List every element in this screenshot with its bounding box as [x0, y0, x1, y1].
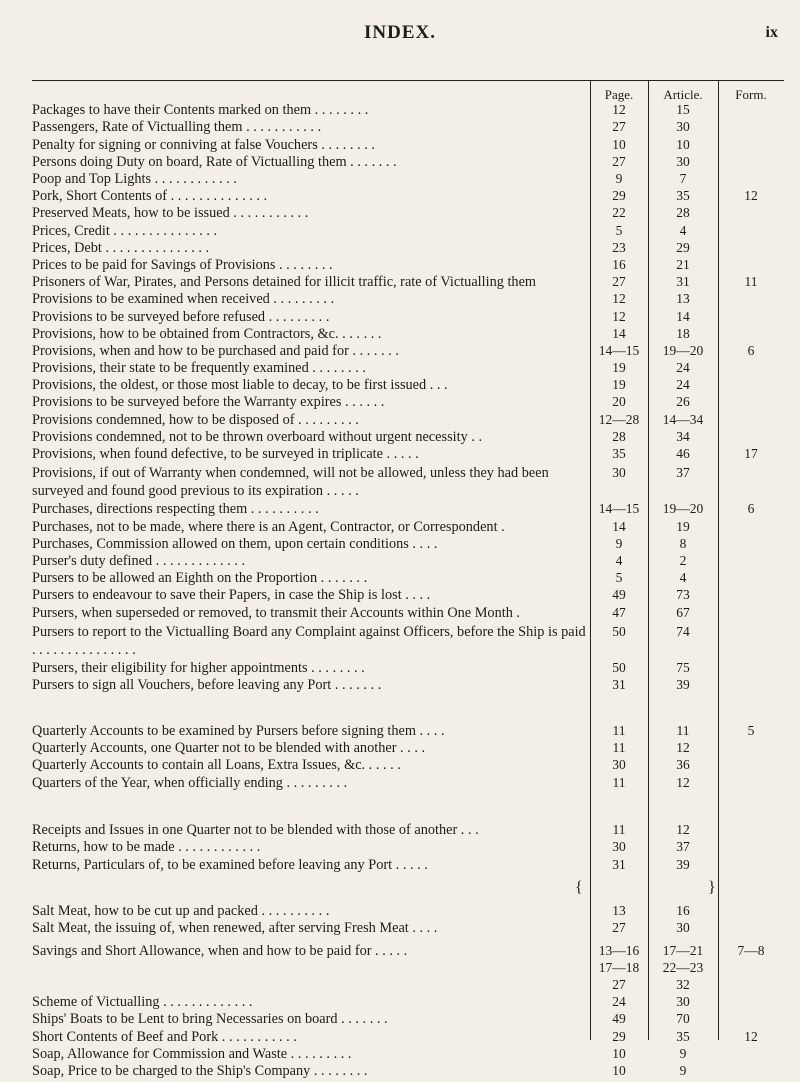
entry-article: 21 [676, 257, 690, 272]
entry-article: 4 [679, 223, 687, 238]
entry-page: 11 [612, 723, 626, 738]
entry-page: 12 [612, 102, 626, 117]
index-entry [0, 774, 800, 794]
entry-form: 6 [747, 343, 755, 358]
entry-article: 30 [676, 920, 690, 935]
entry-article: 37 [676, 839, 690, 854]
entry-page: 30 [612, 757, 626, 772]
entry-page: 28 [612, 429, 626, 444]
entry-page: 12 [612, 291, 626, 306]
entry-text: Provisions, when and how to be purchased and paid for . . . . . . . [32, 343, 399, 359]
entry-text: Savings and Short Allowance, when and how to be paid for . . . . . [32, 943, 408, 959]
entry-page: 10 [612, 1063, 626, 1078]
entry-text: Prices to be paid for Savings of Provisions . . . . . . . . [32, 257, 333, 273]
entry-article: 12 [676, 775, 690, 790]
entry-text: Provisions, the oldest, or those most liable to decay, to be first issued . . . [32, 377, 448, 393]
entry-form: 17 [744, 446, 758, 461]
entry-page: 10 [612, 1046, 626, 1061]
entry-page: 14 [612, 326, 626, 341]
entry-text: Pursers, when superseded or removed, to transmit their Accounts within One Month . [32, 605, 520, 621]
index-entry [0, 464, 800, 499]
entry-page: 49 [612, 587, 626, 602]
entry-page: 47 [612, 605, 626, 620]
index-entry [0, 838, 800, 858]
entry-article: 17—21 [662, 943, 704, 958]
column-header-page: Page. [604, 87, 634, 102]
entry-page: 27 [612, 274, 626, 289]
entry-text: Poop and Top Lights . . . . . . . . . . . . [32, 171, 237, 187]
entry-article: 18 [676, 326, 690, 341]
entry-text: Purchases, Commission allowed on them, upon certain conditions . . . . [32, 536, 438, 552]
entry-text: Pursers, their eligibility for higher appointments . . . . . . . . [32, 660, 365, 676]
entry-page: 30 [612, 839, 626, 854]
index-entry [0, 919, 800, 939]
entry-page: 4 [615, 553, 623, 568]
entry-form: 7—8 [737, 943, 765, 958]
entry-page: 19 [612, 377, 626, 392]
entry-article: 35 [676, 1029, 690, 1044]
entry-text: Prisoners of War, Pirates, and Persons detained for illicit traffic, rate of Victualling them [32, 274, 537, 290]
index-entry [0, 676, 800, 696]
entry-text: Scheme of Victualling . . . . . . . . . . . . . [32, 994, 253, 1010]
entry-article: 32 [676, 977, 690, 992]
entry-page: 24 [612, 994, 626, 1009]
entry-page: 29 [612, 188, 626, 203]
entry-article: 29 [676, 240, 690, 255]
entry-page: 14 [612, 519, 626, 534]
entry-page: 29 [612, 1029, 626, 1044]
entry-text: Quarters of the Year, when officially ending . . . . . . . . . [32, 775, 348, 791]
index-entry [0, 623, 800, 658]
entry-text: Salt Meat, how to be cut up and packed . . . . . . . . . . [32, 903, 330, 919]
entry-article: 35 [676, 188, 690, 203]
entry-article: 22—23 [662, 960, 704, 975]
entry-article: 46 [676, 446, 690, 461]
entry-form: 6 [747, 501, 755, 516]
entry-article: 4 [679, 570, 687, 585]
entry-text: Pursers to report to the Victualling Board any Complaint against Officers, before the Ship is paid . . . . . . . . . . . . . . . [32, 624, 586, 658]
entry-text: Soap, Allowance for Commission and Waste . . . . . . . . . [32, 1046, 352, 1062]
entry-page: 11 [612, 740, 626, 755]
entry-page: 13—16 [598, 943, 640, 958]
entry-text: Pursers to sign all Vouchers, before leaving any Port . . . . . . . [32, 677, 382, 693]
entry-text: Pursers to endeavour to save their Papers, in case the Ship is lost . . . . [32, 587, 431, 603]
entry-article: 30 [676, 994, 690, 1009]
entry-form: 11 [744, 274, 758, 289]
entry-article: 15 [676, 102, 690, 117]
entry-page: 9 [615, 536, 623, 551]
index-entry [0, 500, 800, 520]
entry-page: 49 [612, 1011, 626, 1026]
index-entry [0, 393, 800, 413]
entry-article: 36 [676, 757, 690, 772]
entry-article: 13 [676, 291, 690, 306]
entry-article: 14—34 [662, 412, 704, 427]
page-number: ix [765, 24, 778, 41]
entry-form: 12 [744, 188, 758, 203]
entry-article: 70 [676, 1011, 690, 1026]
entry-text: Returns, Particulars of, to be examined before leaving any Port . . . . . [32, 857, 428, 873]
entry-page: 13 [612, 903, 626, 918]
column-header-form: Form. [735, 87, 767, 102]
entry-text: Purser's duty defined . . . . . . . . . . . . . [32, 553, 246, 569]
entry-article: 75 [676, 660, 690, 675]
entry-article: 24 [676, 360, 690, 375]
header-rule [32, 80, 784, 81]
entry-page: 17—18 [598, 960, 640, 975]
entry-page: 50 [612, 624, 626, 639]
entry-article: 39 [676, 677, 690, 692]
entry-page: 14—15 [598, 501, 640, 516]
entry-page: 22 [612, 205, 626, 220]
index-entry [0, 856, 800, 876]
entry-text: Receipts and Issues in one Quarter not to be blended with those of another . . . [32, 822, 479, 838]
entry-page: 20 [612, 394, 626, 409]
page-title: INDEX. [364, 22, 436, 43]
entry-article: 31 [676, 274, 690, 289]
entry-text: Provisions condemned, how to be disposed of . . . . . . . . . [32, 412, 359, 428]
entry-article: 67 [676, 605, 690, 620]
entry-text: Provisions to be surveyed before refused . . . . . . . . . [32, 309, 330, 325]
entry-article: 74 [676, 624, 690, 639]
entry-article: 19—20 [662, 501, 704, 516]
entry-text: Passengers, Rate of Victualling them . . . . . . . . . . . [32, 119, 322, 135]
entry-page: 19 [612, 360, 626, 375]
entry-article: 19 [676, 519, 690, 534]
entry-text: Persons doing Duty on board, Rate of Victualling them . . . . . . . [32, 154, 397, 170]
entry-article: 73 [676, 587, 690, 602]
entry-text: Salt Meat, the issuing of, when renewed, after serving Fresh Meat . . . . [32, 920, 438, 936]
entry-page: 50 [612, 660, 626, 675]
entry-text: Ships' Boats to be Lent to bring Necessaries on board . . . . . . . [32, 1011, 388, 1027]
entry-text: Provisions condemned, not to be thrown overboard without urgent necessity . . [32, 429, 483, 445]
entry-page: 9 [615, 171, 623, 186]
entry-article: 8 [679, 536, 687, 551]
entry-article: 39 [676, 857, 690, 872]
entry-text: Pursers to be allowed an Eighth on the Proportion . . . . . . . [32, 570, 368, 586]
entry-article: 12 [676, 822, 690, 837]
entry-text: Packages to have their Contents marked on them . . . . . . . . [32, 102, 369, 118]
entry-page: 5 [615, 223, 623, 238]
entry-text: Provisions to be examined when received . . . . . . . . . [32, 291, 335, 307]
entry-page: 31 [612, 857, 626, 872]
entry-page: 5 [615, 570, 623, 585]
entry-article: 24 [676, 377, 690, 392]
entry-text: Prices, Debt . . . . . . . . . . . . . . . [32, 240, 210, 256]
column-header-article: Article. [663, 87, 703, 102]
entry-article: 2 [679, 553, 687, 568]
entry-text: Provisions to be surveyed before the Warranty expires . . . . . . [32, 394, 385, 410]
entry-page: 23 [612, 240, 626, 255]
entry-page: 27 [612, 119, 626, 134]
entry-page: 27 [612, 154, 626, 169]
entry-article: 34 [676, 429, 690, 444]
entry-article: 10 [676, 137, 690, 152]
index-entry [0, 1062, 800, 1082]
entry-text: Provisions, their state to be frequently examined . . . . . . . . [32, 360, 366, 376]
entry-page: 27 [612, 977, 626, 992]
index-entry [0, 290, 800, 310]
entry-text: Penalty for signing or conniving at false Vouchers . . . . . . . . [32, 137, 375, 153]
entry-text: Quarterly Accounts to be examined by Pursers before signing them . . . . [32, 723, 445, 739]
entry-page: 12—28 [598, 412, 640, 427]
entry-form: 12 [744, 1029, 758, 1044]
index-entry [0, 118, 800, 138]
index-entry [0, 445, 800, 465]
entry-article: 28 [676, 205, 690, 220]
entry-page: 16 [612, 257, 626, 272]
entry-text: Prices, Credit . . . . . . . . . . . . . . . [32, 223, 218, 239]
brace-right: } [708, 879, 716, 896]
entry-text: Purchases, directions respecting them . . . . . . . . . . [32, 501, 319, 517]
entry-article: 37 [676, 465, 690, 480]
entry-page: 12 [612, 309, 626, 324]
entry-article: 26 [676, 394, 690, 409]
index-entry [0, 586, 800, 606]
entry-article: 11 [676, 723, 690, 738]
entry-article: 9 [679, 1046, 687, 1061]
entry-text: Preserved Meats, how to be issued . . . . . . . . . . . [32, 205, 309, 221]
index-entry [0, 604, 800, 624]
entry-article: 30 [676, 119, 690, 134]
entry-page: 10 [612, 137, 626, 152]
entry-text: Provisions, if out of Warranty when condemned, will not be allowed, unless they had been surveyed and found good previous to its expiration . . . . . [32, 465, 549, 499]
entry-article: 9 [679, 1063, 687, 1078]
entry-text: Returns, how to be made . . . . . . . . . . . . [32, 839, 261, 855]
entry-page: 30 [612, 465, 626, 480]
entry-text: Quarterly Accounts to contain all Loans, Extra Issues, &c. . . . . . [32, 757, 401, 773]
entry-form: 5 [747, 723, 755, 738]
entry-page: 35 [612, 446, 626, 461]
entry-page: 31 [612, 677, 626, 692]
entry-text: Pork, Short Contents of . . . . . . . . . . . . . . [32, 188, 268, 204]
index-entry [0, 1010, 800, 1030]
index-entry [0, 756, 800, 776]
entry-page: 11 [612, 822, 626, 837]
entry-article: 16 [676, 903, 690, 918]
entry-text: Short Contents of Beef and Pork . . . . . . . . . . . [32, 1029, 297, 1045]
entry-text: Soap, Price to be charged to the Ship's Company . . . . . . . . [32, 1063, 368, 1079]
entry-article: 14 [676, 309, 690, 324]
index-entry [0, 204, 800, 224]
entry-page: 11 [612, 775, 626, 790]
brace-left: { [575, 879, 583, 896]
entry-article: 30 [676, 154, 690, 169]
entry-text: Quarterly Accounts, one Quarter not to be blended with another . . . . [32, 740, 426, 756]
entry-page: 27 [612, 920, 626, 935]
entry-text: Provisions, when found defective, to be surveyed in triplicate . . . . . [32, 446, 419, 462]
page-header [0, 20, 800, 50]
entry-text: Provisions, how to be obtained from Contractors, &c. . . . . . . [32, 326, 382, 342]
entry-page: 14—15 [598, 343, 640, 358]
entry-article: 12 [676, 740, 690, 755]
entry-text: Purchases, not to be made, where there is an Agent, Contractor, or Correspondent . [32, 519, 505, 535]
entry-article: 7 [679, 171, 687, 186]
entry-article: 19—20 [662, 343, 704, 358]
